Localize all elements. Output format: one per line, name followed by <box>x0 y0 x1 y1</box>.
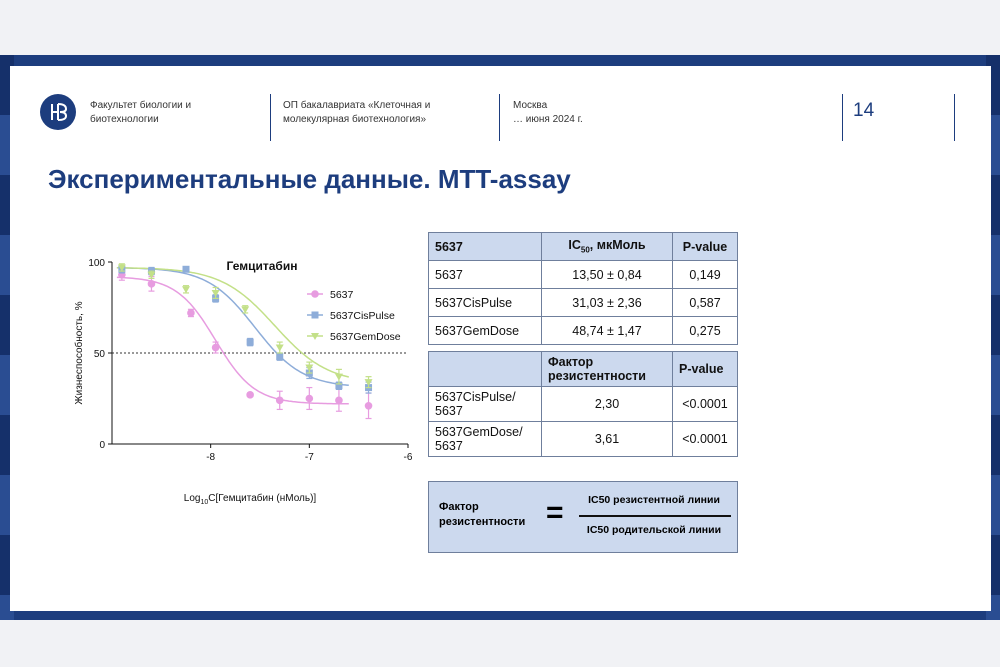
data-point <box>246 391 254 399</box>
table-cell: 5637GemDose <box>429 317 542 345</box>
header-divider <box>270 94 271 141</box>
table-cell: 5637GemDose/ 5637 <box>429 422 542 457</box>
legend-marker <box>312 312 319 319</box>
table-row <box>429 422 738 457</box>
table-header-cell: 5637 <box>429 233 542 261</box>
table-cell: 31,03 ± 2,36 <box>542 289 673 317</box>
slide-title: Экспериментальные данные. MTT-assay <box>48 164 571 194</box>
table-header-cell: P-value <box>673 352 738 387</box>
table-header-cell: $IC_{50}$, мкМоль <box>542 233 673 261</box>
table-header-cell <box>429 352 542 387</box>
header-divider <box>499 94 500 141</box>
table-cell: 0,587 <box>673 289 738 317</box>
program-label: ОП бакалавриата «Клеточная и молекулярная биотехнология» <box>283 100 431 125</box>
y-tick-label: 100 <box>88 258 105 269</box>
legend-label: 5637CisPulse <box>330 310 395 322</box>
data-point <box>183 266 190 273</box>
y-axis-label: Жизнеспособность, % <box>74 301 85 405</box>
table-header-cell: Фактор резистентности <box>542 352 673 387</box>
data-point <box>335 374 343 381</box>
table-row <box>429 317 738 345</box>
hse-logo-icon <box>40 94 76 130</box>
table-header-cell: P-value <box>673 233 738 261</box>
x-axis-label: Log$_{10}$C[Гемцитабин (нМоль)] <box>183 493 317 506</box>
data-point <box>187 309 195 317</box>
data-point <box>365 402 373 410</box>
x-tick-label: -6 <box>403 452 413 463</box>
table-cell: <0.0001 <box>673 387 738 422</box>
data-point <box>276 397 284 405</box>
legend-label: 5637 <box>330 289 354 301</box>
gemcitabine-chart <box>60 256 413 521</box>
formula-left-label: Фактор резистентности <box>439 501 526 528</box>
table-row <box>429 289 738 317</box>
table-cell: 3,61 <box>542 422 673 457</box>
data-point <box>148 280 156 288</box>
resistance-formula-box <box>428 481 738 553</box>
data-point <box>212 344 220 352</box>
data-point <box>247 339 254 346</box>
resistance-factor-table <box>428 351 738 457</box>
data-point <box>276 353 283 360</box>
table-cell: 48,74 ± 1,47 <box>542 317 673 345</box>
formula-equals: = <box>546 496 564 529</box>
slide <box>10 66 991 611</box>
table-cell: 13,50 ± 0,84 <box>542 261 673 289</box>
chart-title: Гемцитабин <box>226 259 298 273</box>
ic50-table <box>428 232 738 345</box>
header-divider <box>842 94 843 141</box>
table-row <box>429 387 738 422</box>
formula-numerator: IC50 резистентной линии <box>588 494 720 506</box>
table-cell: 0,149 <box>673 261 738 289</box>
table-cell: 5637CisPulse/ 5637 <box>429 387 542 422</box>
data-point <box>276 345 284 352</box>
table-cell: 0,275 <box>673 317 738 345</box>
page-number: 14 <box>853 100 875 121</box>
data-point <box>182 286 190 293</box>
formula-denominator: IC50 родительской линии <box>586 524 722 536</box>
table-cell: 5637 <box>429 261 542 289</box>
legend-label: 5637GemDose <box>330 331 401 343</box>
place-date-label: Москва … июня 2024 г. <box>513 100 583 125</box>
y-tick-label: 50 <box>93 349 105 360</box>
header-divider <box>954 94 955 141</box>
table-header-row <box>429 352 738 387</box>
table-cell: 5637CisPulse <box>429 289 542 317</box>
x-tick-label: -7 <box>304 452 314 463</box>
data-point <box>335 397 343 405</box>
table-cell: 2,30 <box>542 387 673 422</box>
table-header-row <box>429 233 738 261</box>
x-tick-label: -8 <box>206 452 216 463</box>
faculty-label: Факультет биологии и биотехнологии <box>90 100 192 125</box>
table-row <box>429 261 738 289</box>
legend-marker <box>311 290 319 298</box>
table-cell: <0.0001 <box>673 422 738 457</box>
data-point <box>306 395 314 403</box>
y-tick-label: 0 <box>99 440 105 451</box>
fraction-line <box>579 515 731 517</box>
